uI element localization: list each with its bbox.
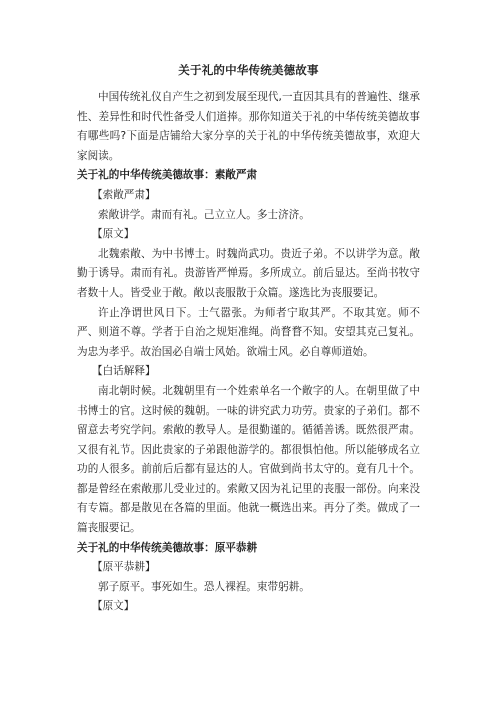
story1-heading: 关于礼的中华传统美德故事：素敞严肃 — [77, 169, 258, 182]
story1-explain-paragraph: 南北朝时候。北魏朝里有一个姓索单名一个敞字的人。在朝里做了中书博士的官。这时候的魏朝。一味的讲究武力功劳。贵家的子弟们。都不留意去考究学问。索敞的教导人。是很勤谨的。循循善诱。既然很严肃。又很有礼节。因此贵家的子弟跟他游学的。都很惧怕他。所以能够成名立功的人很多。前前后后都有显达的人。官做到尚书太守的。竟有几十个。都是曾经在索敞那儿受业过的。索敞又因为礼记里的丧服一部份。向来没有专篇。都是散见在各篇的里面。他就一概选出来。再分了类。做成了一篇丧服要记。 — [77, 384, 420, 535]
story2-title-tag: 【原平恭耕】 — [92, 561, 156, 574]
story1-original-tag: 【原文】 — [92, 228, 135, 241]
story2-heading: 关于礼的中华传统美德故事：原平恭耕 — [77, 541, 258, 554]
story1-explain-tag: 【白话解释】 — [92, 365, 156, 378]
story2-summary: 郭子原平。事死如生。恐人裸裎。束带躬耕。 — [98, 580, 310, 593]
story1-summary: 索敞讲学。肃而有礼。己立立人。多士济济。 — [98, 208, 310, 221]
story2-original-tag: 【原文】 — [92, 600, 135, 613]
document-title: 关于礼的中华传统美德故事 — [178, 63, 319, 77]
story1-original-paragraph-1: 北魏索敞、为中书博士。时魏尚武功。贵近子弟。不以讲学为意。敞勤于诱导。肃而有礼。贵游皆严惮焉。多所成立。前后显达。至尚书牧守者数十人。皆受业于敞。敞以丧服散于众篇。遂选比为丧服要记。 — [77, 247, 420, 299]
intro-paragraph: 中国传统礼仪自产生之初到发展至现代,一直因其具有的普遍性、继承性、差异性和时代性备受人们道捧。那你知道关于礼的中华传统美德故事有哪些吗?下面是店铺给大家分享的关于礼的中华传统美德故事，欢迎大家阅读。 — [77, 91, 420, 162]
story1-title-tag: 【索敞严肃】 — [92, 188, 156, 201]
story1-original-paragraph-2: 许止净谓世风日下。士气嚣张。为师者宁取其严。不取其宽。师不严、则道不尊。学者于自治之规矩准绳。尚瞀瞀不知。安望其克己复礼。为忠为孝乎。故治国必自端士风始。欲端士风。必自尊师道始。 — [77, 306, 420, 358]
